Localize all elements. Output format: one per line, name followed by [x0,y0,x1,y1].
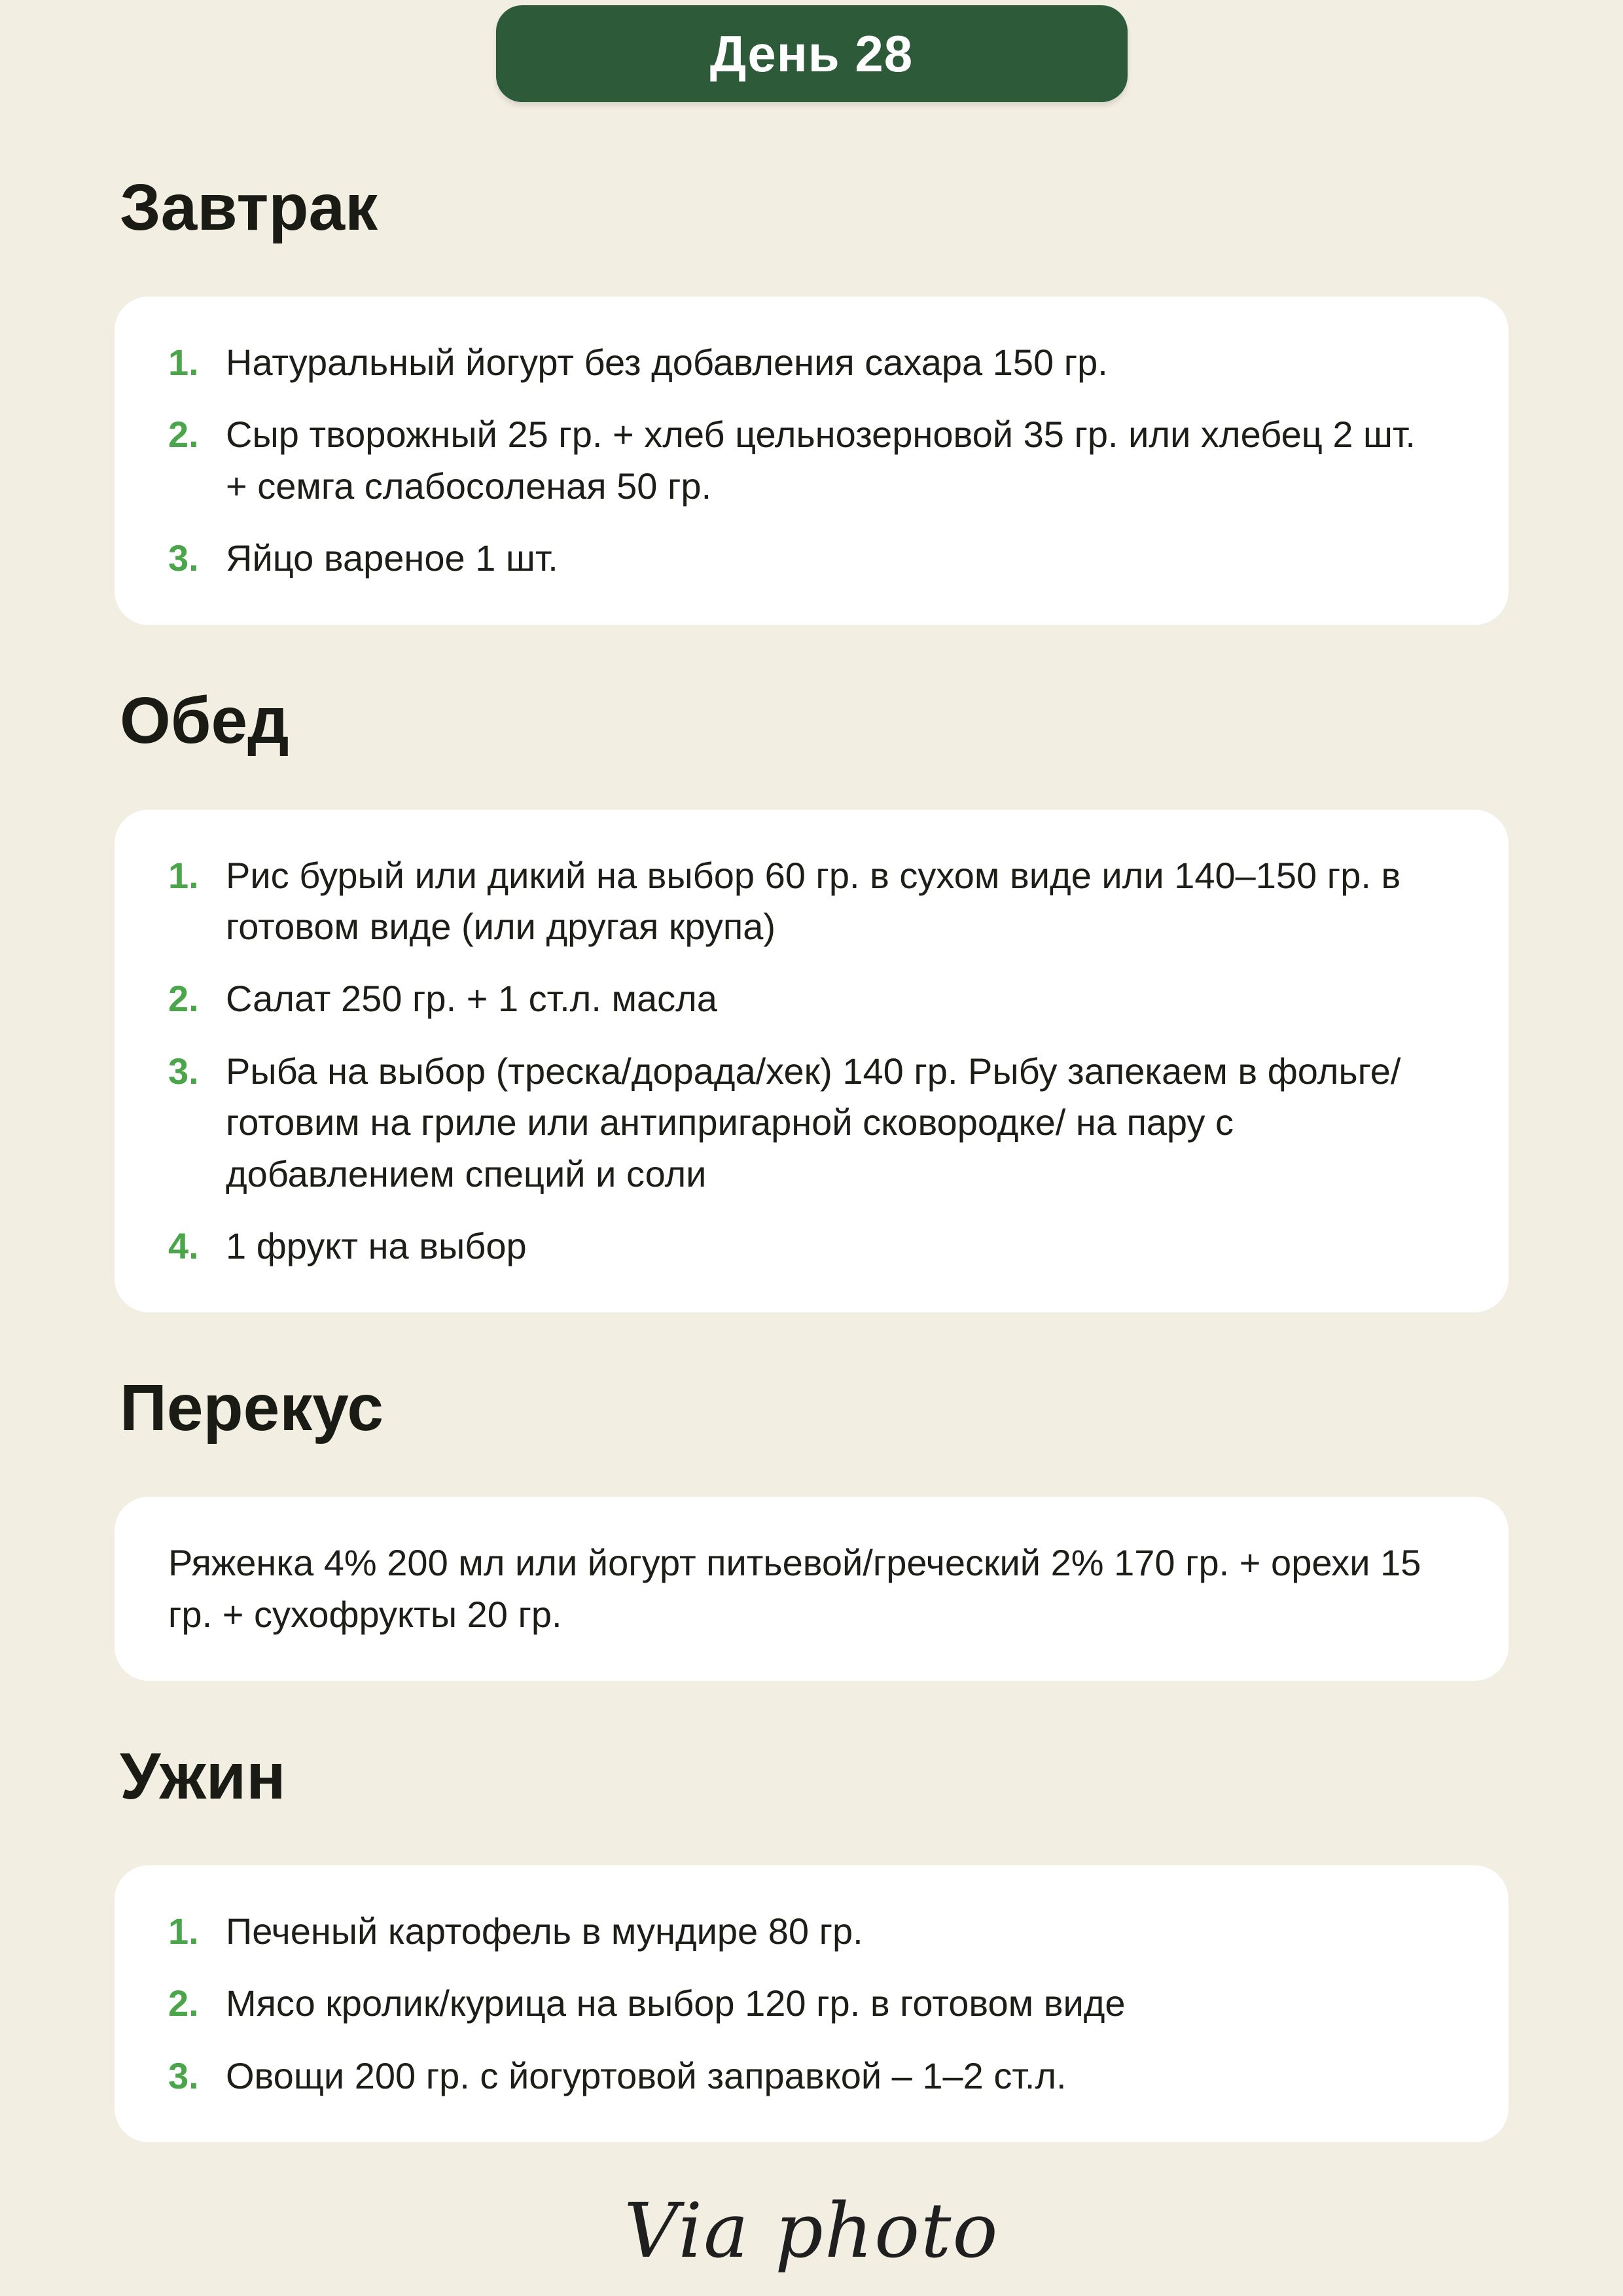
item-text: Овощи 200 гр. с йогуртовой заправкой – 1–2 ст.л. [226,2054,1067,2096]
list-item [168,533,1430,584]
list-item [168,409,1430,512]
section-lunch [115,683,1508,1313]
meal-card-dinner [115,1865,1508,2142]
item-number: 3. [168,537,199,579]
section-title-lunch: Обед [120,683,289,757]
item-text: Ряженка 4% 200 мл или йогурт питьевой/греческий 2% 170 гр. + орехи 15 гр. + сухофрукты 20 гр. [168,1542,1421,1635]
list-item [168,1906,1430,1957]
day-badge [496,5,1128,102]
item-number: 2. [168,978,199,1020]
item-number: 4. [168,1225,199,1266]
list-item [168,1221,1430,1272]
item-number: 1. [168,854,199,896]
item-number: 3. [168,1050,199,1092]
item-number: 3. [168,2054,199,2096]
meal-card-snack [115,1497,1508,1681]
section-breakfast [115,171,1508,625]
item-text: Салат 250 гр. + 1 ст.л. масла [226,978,717,1020]
item-text: Натуральный йогурт без добавления сахара 150 гр. [226,342,1108,383]
list-item [168,1537,1430,1640]
item-text: Мясо кролик/курица на выбор 120 гр. в готовом виде [226,1982,1126,2024]
item-text: Сыр творожный 25 гр. + хлеб цельнозерновой 35 гр. или хлебец 2 шт. + семга слабосоленая 50 гр. [226,414,1416,507]
item-number: 1. [168,342,199,383]
section-title-breakfast: Завтрак [120,171,378,244]
item-text: 1 фрукт на выбор [226,1225,527,1266]
section-snack [115,1371,1508,1681]
list-item [168,1978,1430,2029]
list-item [168,850,1430,953]
item-number: 1. [168,1910,199,1952]
content [0,171,1623,2142]
section-title-snack: Перекус [120,1371,383,1445]
item-text: Рис бурый или дикий на выбор 60 гр. в сухом виде или 140–150 гр. в готовом виде (или другая крупа) [226,854,1401,947]
day-badge-label: День 28 [709,24,914,82]
item-text: Яйцо вареное 1 шт. [226,537,558,579]
watermark-signature: Via photo [624,2187,999,2275]
list-item [168,1046,1430,1200]
item-text: Рыба на выбор (треска/дорада/хек) 140 гр. Рыбу запекаем в фольге/готовим на гриле или антипригарной сковородке/ на пару с добавлением специй и соли [226,1050,1401,1194]
meal-card-breakfast [115,296,1508,625]
meal-card-lunch [115,810,1508,1313]
section-title-dinner: Ужин [120,1740,286,1814]
item-text: Печеный картофель в мундире 80 гр. [226,1910,863,1952]
item-number: 2. [168,1982,199,2024]
list-item [168,337,1430,388]
list-item [168,973,1430,1024]
list-item [168,2051,1430,2102]
item-number: 2. [168,414,199,456]
section-dinner [115,1740,1508,2142]
